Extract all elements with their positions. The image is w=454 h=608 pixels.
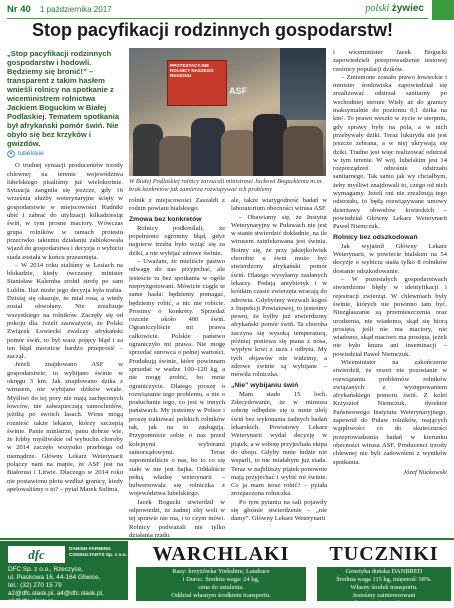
warchlaki-title: WARCHLAKI — [152, 543, 290, 565]
ad-dfc — [0, 541, 128, 605]
ad-line: a2@dfc.slask.pl, a4@dfc.slask.pl, — [8, 590, 104, 597]
author-signature: Józef Nuckowski — [403, 468, 447, 476]
ad-line: długotrwałą współpracą. — [352, 600, 416, 607]
protest-banner: PROTESTACYJNE ROLNICY NASZEGO REGIONU — [167, 60, 227, 106]
ad-line: Średnia waga 115 kg, mięsność 58%. — [336, 576, 432, 583]
column-2-body-more — [129, 225, 225, 537]
warchlaki-body — [136, 567, 306, 601]
dfc-tagline: DANISH FARMING CONSULTANTS Sp. z o.o. — [69, 547, 127, 558]
photo-screen — [280, 48, 326, 120]
paragraph: – Obawiamy się, że Instytut Weterynaryjny w Puławach nie jest w stanie stwierdzić dokładnie, na ile wirusem zainfekowana jest świnia. Boimy się, że przy jakiejkolwiek chorobie u świń może być stwierdzony afrykański pomór świń. Dlatego wysyłamy zasłanych lekarzy. Podają antybiotyk i w krótkim czasie zwierzęta wracają do zdrowia. Gdybyśmy wezwali kogoś z Inspekcji Powiatowej, to jesteśmy pewni, że byłby już stwierdzony afrykański pomór świń. Ta choroba zaczyna się wysoką temperaturą, później poniewa się piana z nosa, wypływ krwi z uszu i odbytu. My tych objawów nie widzimy, a zdrowe świnie są wybijane – mówiła rolniczka. — [231, 213, 327, 379]
column-4-body-more — [333, 243, 447, 467]
corner-tab — [432, 0, 454, 20]
ad-line: s6@dfc.slask.pl — [8, 598, 53, 605]
ads-separator — [0, 538, 454, 540]
paragraph: O trudnej sytuacji producentów trzody chlewnej na terenie województwa lubelskiego pisaliśmy już wielokrotnie. Sytuacja zaogniła się jeszcze, gdy 16 września służby weterynaryjne ścięły w gospodarstwie w miejscowości Rudniki ubić i zabrać do utylizacji kilkadziesiąt świń, w tym prosne maciory. Wówczas grupa rolników w ramach protestu przeciwko takiemu działaniu zablokowała wjazd do gospodarstwa i decyzja o wybiciu stada została w końcu przesunięta. — [7, 162, 123, 261]
column-2-body — [129, 197, 225, 214]
photo-caption: W Białej Podlaskiej rolnicy zarzucali ministrowi Jackowi Boguckiemu m.in. brak konkretów jak zamierza rozwiązywać ich problemy — [129, 178, 324, 193]
column-4 — [333, 49, 447, 537]
ad-line: cena do ustalenia. — [198, 584, 244, 591]
author-icon — [7, 150, 15, 158]
paragraph: Jeżeli znajdowano ASF w gospodarstwie, to wybijano świnie w okręgu 3 km. Jak znajdowano dzika z wirusem, nie wybijano dzików wcale. Myśliwi do tej pory nie mają zachęconych łowców, nie zabezpieczają samochodów, jeżdżą po swoich lasach. Wirus mogą roznieść także lekarze, którzy szczepią świnie. Panie ministrze, panu dobrze wie, że łobby myśliwskie od wybuchu choroby w 2014 zaczęło wszystko przebiega od niemądrze. Główny Lekarz Weterynarii połączy nam na mapie, że ASF jest na Białorusi i Litwie. Dlaczego w 2014 roku nie postawiono płotu wzdłuż granicy, kiedy apelowaliśmy o to? – pytał Marek Sulima, — [7, 361, 123, 493]
column-3-heading: „Nie” wybijaniu świń — [231, 381, 299, 389]
asf-sign: ASF — [229, 86, 247, 96]
paragraph: Po tym pytaniu na sali pojawiły się głośnie stwierdzenie – „nie damy”. Główny Lekarz Weterynarii — [231, 498, 327, 523]
paragraph: Jak wyjaśnił Główny Lekarz Weterynarii, w powiecie bialskim na 54 decyzje o wybiciu stada tylko 8 rolników dostanie odszkodowanie. — [333, 242, 447, 275]
article-photo — [129, 48, 326, 176]
ad-warchlaki — [131, 541, 311, 600]
ad-tuczniki — [314, 541, 454, 607]
column-1-body — [7, 162, 123, 494]
column-2 — [129, 197, 225, 537]
ad-line: Genetyka duńska DANBRED — [345, 568, 423, 575]
column-3-body-more — [231, 391, 327, 524]
header-rule — [7, 18, 428, 19]
paragraph: – W pozostałych gospodarstwach stwierdzono błędy w identyfikacji i rejestracji zwierząt. W chlewniach były świnie, których nie powinno tam być. Niezgłaszanie są przemieszczenia oraz urodzenia, nie wiadomo, skąd się biorą prosięta, jeśli nie ma maciory, nie wiadomo, skąd macioro ma prosięta, jeżeli nie było knura ani inseminacji – powiedział Paweł Niemczuk. — [333, 276, 447, 358]
dfc-logo: dfc — [8, 546, 65, 563]
paragraph: – W 2014 roku staliśmy w Lesiach na blokadzie, kiedy ówczesny minister Stanisław Kalemba zrobił strefę po sam Lublin. Iluż może jego decyzja była trafna. Dzisiaj się okazuje, że miał rosa, a wtedy został obwołany. Nie zrealizuje wszystkiego na rolników. Zaczęły się od pokoju dla. Jeżeli zauważycie, że Polski Związek Łowiecki zwalczy afrykański pomór świń, to był wasz pojęcy błąd i za ten błąd mocnicie bardzo przeprosić – zaczął. — [7, 261, 123, 361]
page-header — [0, 0, 454, 20]
ad-line: DFC Sp. z o.o., Rzeczyce, — [8, 566, 83, 573]
column-4-heading: Rolnicy bez odszkodowań — [333, 233, 418, 241]
paragraph: – Zmienione zostało prawo łowieckie i minister środowiska zapowiedział się zrealizować odstrzał sanitarny po wschodniej stronie Wisły aż do granicy maksymalnie do poziomu 0,1 dzika na km². To prawo weszło w życie w sierpniu, gdy sprawy były na pola, a w nich przebywały dziki. Teraz lukurydu nie jest jeszcze zebrana, a w niej ukrywają się dziki. Tradno jest więc realizować odstrzał w tym terenie. W woj. lubelskim jest 14 rozporządzeń odnośnie odstrzału sanitarnego. Tak samo jak wy chciałbym, żeby myśliwi znajdowali to, czego od nich wymagamy. Jeżeli oni nie zrealizują tego odstrzału, to będą rozwiązywane umowy dzierżawy obwodów łowieckich – powiedział Główny Lekarz Weterynarii Paweł Niemczuk. — [333, 73, 447, 231]
ad-line: Rasy: krzyżówka Yorkshire, Landrace — [172, 568, 270, 575]
ad-line: Własny środek transportu. — [350, 584, 418, 591]
issue-date: 1 października 2017 — [40, 5, 112, 14]
ad-line: i Duroc. Średnia waga: 24 kg, — [182, 576, 260, 583]
paragraph: ale, także wiarygodność badań w laboratorium obecności wirusa ASF. — [231, 197, 327, 213]
paragraph: i wiceminister Jacek Bogucki zapowiedzieli przeprowadzenie testowej rzeźnicy populacji dzików. — [333, 49, 447, 73]
paragraph: Wiceminister na zakończenie stwierdził, że resort nie pozostanie w rozwiązaniu problemów rolników związanych z występowaniem afrykańskiego pomoru świń. Z kolei Krzysztof Niemczuk, dyrektor Państwowego Instytutu Weterynaryjnego, zapewnił do Puław rolników, mających wątpliwości co do skuteczności przeprowadzania badań w kierunku obecności wirusa ASF. Producenci trzody chlewnej nie byli zadowoleni z wyników spotkania. — [333, 358, 447, 466]
dfc-contact — [8, 566, 104, 606]
tuczniki-title: TUCZNIKI — [329, 543, 439, 565]
paragraph: Rolnicy podkreślali, że popełniono ogromny błąd, gdyż najpierw trzeba było wziąć się za dziki, a nie wybijać zdrowe świnie. — [129, 224, 225, 257]
article-title: Stop pacyfikacji rodzinnych gospodarstw! — [32, 20, 394, 40]
column-3 — [231, 197, 327, 537]
ad-line: ul. Piaskowa 16, 44-164 Gliwice, — [8, 574, 101, 581]
ad-line: Oddział własnym środkiem transportu. — [171, 592, 271, 599]
ad-line: Jesteśmy zainteresowani — [352, 592, 416, 599]
paragraph: – Uważam, że mieliście pastwo odwagę do nas przyjechać, ale jesteście tu bez spotkania w ogóle niepryzgotowani. Mówicie ciągle te same hasła: będziemy pomagać, będziemy robić, a nic nie robicie. Prosimy o konkrety. Sprzedaż rozcnie około 400 świń. Ograniczyliście mi prawa całkowicie. Polskie państwo ograniczyło mi prawa. Nie mogę sprzedać surowca o pełnej wartości. Produkują świnie, które powinnam sprzedać w wadze 100–120 kg, a nie mogę zrobić, bo mnie ograniczycie. Dlatego proszę o rozwiązanie tego problemu, a nie o posłuchanie tego, co jest w innych państwach. My jesteśmy w Polsce i proszę traktować polskich rolników tak, jak na to zasługują. Przypomnicie sobie o nas przed kolejnymi wyborami samorządowymi. Teraz zapomnieliście o nas, bo to co się stało w nie jest bajka. Oddaliście pełną władzę weterynarii – bulwersowała się rolniczka z województwa lubelskiego. — [129, 258, 225, 498]
column-2-heading: Zmowa bez konkretów — [129, 215, 202, 223]
column-1 — [7, 49, 123, 537]
column-4-body — [333, 49, 447, 232]
issue-number: Nr 40 — [7, 4, 31, 15]
tuczniki-body — [317, 567, 451, 607]
paragraph: Jacek Bogucki stwierdził w odpowiedzi, że żadnej złej woli w tej sprawie nie ma, i to czym mówi. Rolnicy podważali nie tylko działania rządu, — [129, 498, 225, 537]
brand-logo: polski żywiec — [365, 3, 424, 14]
paragraph: rolnik z miejscowości Zaszaldi z rodzin powiatu bialskiego. — [129, 197, 225, 213]
ad-line: tel.: (32) 270 15 79 — [8, 582, 62, 589]
region-tag: lubelskie — [7, 150, 123, 158]
article-lead: „Stop pacyfikacji rodzinnych gospodarstw i hodowli. Będziemy się bronić!” – transparent z takim hasłem wnieśli rolnicy na spotkanie z wiceministrem rolnictwa Jackiem Boguckim w Białej Podlaskiej. Tematem spotkania był afrykański pomór świń. Nie obyło się bez krzyków i gwizdów. — [7, 49, 120, 148]
ads-strip — [0, 541, 454, 607]
column-3-body — [231, 197, 327, 380]
paragraph: Mam stado 15 loch. Zdecydowanie, że w mimoza sobotę odbędzie się u mnie ubój świń bez wykonania żadnych badań lekarskich. Powiatowy Lekarz Weterynarii wydał decyzję w piątek, a w sobotę przyjechała ekipa do uboju. Gdyby mnie ludzie nie wsparli, to nie miałabym już stada. Teraz w najbliższy piątek ponownie mają przyjechać i wybić mi świnie. Co ja mam teraz robić? – pytała zrozpaczona rolniczka. — [231, 390, 327, 498]
